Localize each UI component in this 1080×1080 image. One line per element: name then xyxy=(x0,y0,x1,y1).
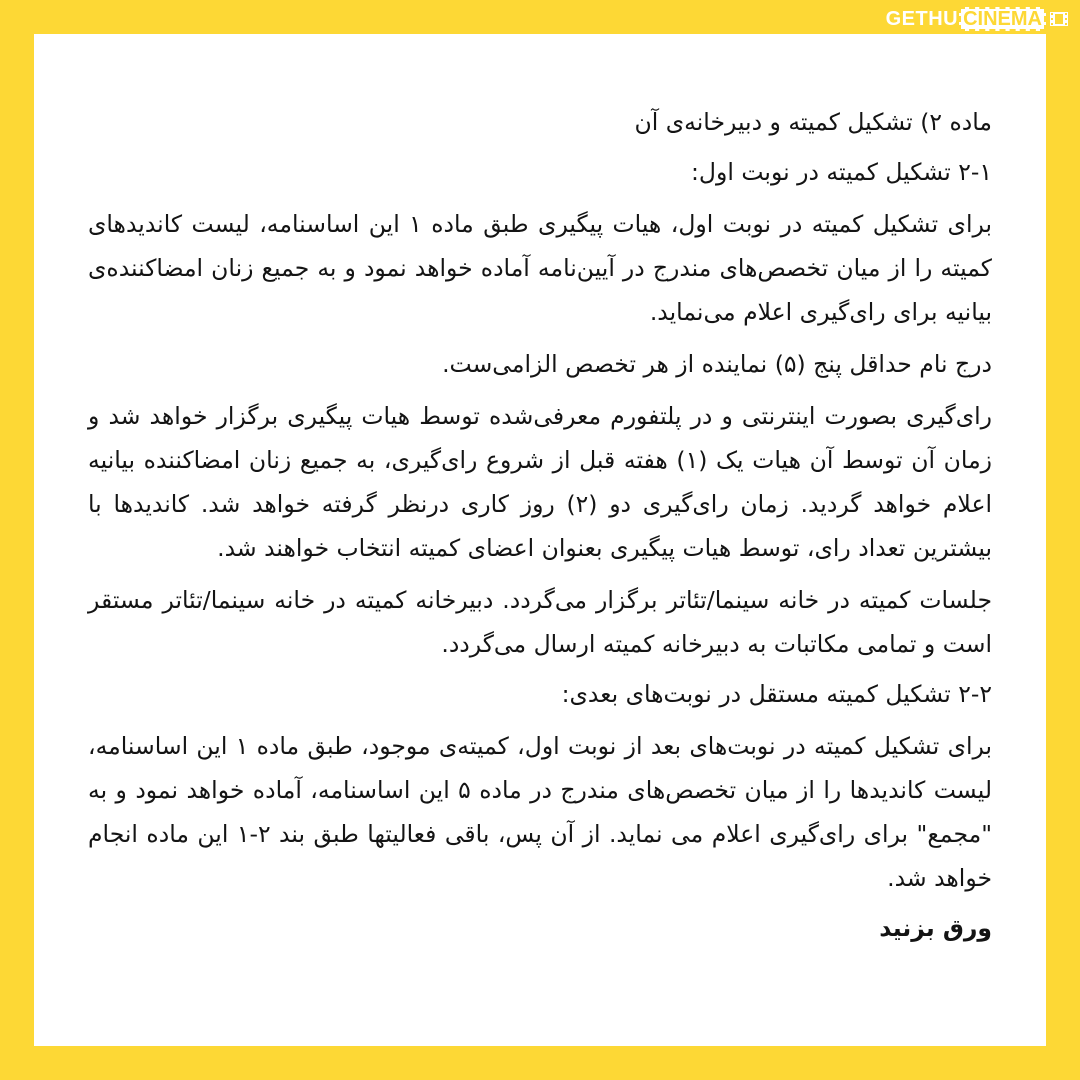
section-1-paragraph-4: جلسات کمیته در خانه سینما/تئاتر برگزار می‌گردد. دبیرخانه کمیته در خانه سینما/تئاتر مستقر است و تمامی مکاتبات به دبیرخانه کمیته ارسال می‌گردد. xyxy=(88,586,992,658)
section-1-title: ۲-۱ تشکیل کمیته در نوبت اول: xyxy=(691,158,992,186)
article-body xyxy=(88,102,992,948)
section-1-paragraph-3: رای‌گیری بصورت اینترنتی و در پلتفورم معرفی‌شده توسط هیات پیگیری برگزار خواهد شد و زمان آن توسط آن هیات یک (۱) هفته قبل از شروع رای‌گیری، به جمیع زنان امضاکننده بیانیه اعلام خواهد گردید. زمان رای‌گیری دو (۲) روز کاری درنظر گرفته خواهد شد. کاندیدها با بیشترین تعداد رای، توسط هیات پیگیری بعنوان اعضای کمیته انتخاب خواهند شد. xyxy=(88,402,993,562)
swipe-note: ورق بزنید xyxy=(879,914,992,942)
film-reel-icon xyxy=(1048,8,1070,30)
section-2-paragraph-1: برای تشکیل کمیته در نوبت‌های بعد از نوبت اول، کمیته‌ی موجود، طبق ماده ۱ این اساسنامه، لیست کاندیدها را از میان تخصص‌های مندرج در ماده ۵ این اساسنامه، آماده خواهد نمود و به "مجمع" برای رای‌گیری اعلام می نماید. از آن پس، باقی فعالیتها طبق بند ۲-۱ این ماده انجام خواهد شد. xyxy=(88,732,993,892)
section-1-paragraph-1: برای تشکیل کمیته در نوبت اول، هیات پیگیری طبق ماده ۱ این اساسنامه، لیست کاندیدهای کمیته را از میان تخصص‌های مندرج در آیین‌نامه آماده خواهد نمود و به جمیع زنان امضاکننده‌ی بیانیه برای رای‌گیری اعلام می‌نماید. xyxy=(88,210,992,326)
section-2-title: ۲-۲ تشکیل کمیته مستقل در نوبت‌های بعدی: xyxy=(561,680,992,708)
content-card xyxy=(34,34,1046,1046)
article-title: ماده ۲) تشکیل کمیته و دبیرخانه‌ی آن xyxy=(634,108,992,136)
brand-logo-part2: CINEMA xyxy=(959,7,1046,31)
brand-logo xyxy=(886,6,1070,32)
section-1-paragraph-2: درج نام حداقل پنج (۵) نماینده از هر تخصص الزامی‌ست. xyxy=(442,350,992,378)
brand-logo-part1: GETHU xyxy=(885,7,959,30)
